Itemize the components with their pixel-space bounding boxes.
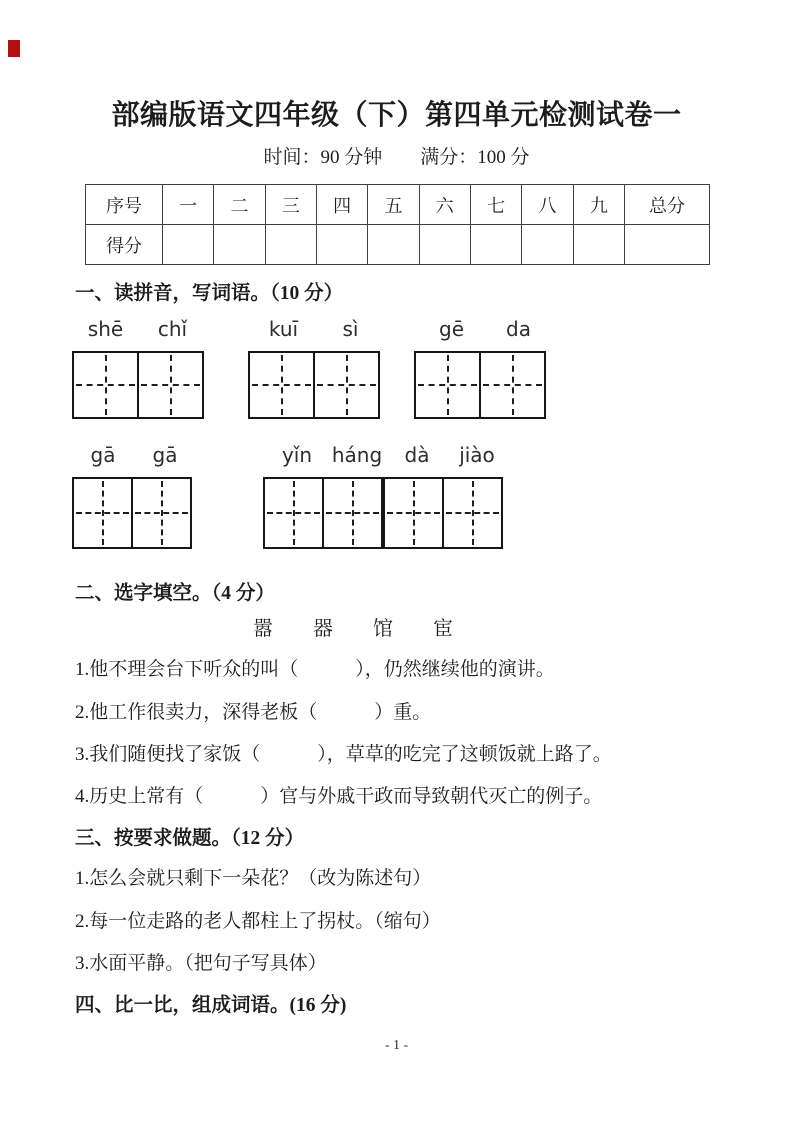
page-number: - 1 - [384,1038,409,1053]
writing-cell [74,479,131,547]
writing-grid [72,477,192,549]
writing-cell [137,353,202,417]
pinyin-group [267,441,507,469]
score-table-score-row [86,225,710,265]
writing-cell [442,479,501,547]
full-score-label: 满分：100 分 [420,147,530,168]
score-cell [419,225,470,265]
pinyin-syllable: gā [152,443,178,467]
writing-grid-row-1 [0,351,793,419]
section2-heading: 二、选字填空。（4 分） [75,583,275,604]
section3-item-3: 3.水面平静。（把句子写具体） [75,953,327,974]
score-cell [265,225,316,265]
pinyin-syllable: da [506,317,531,341]
score-row-label: 得分 [86,225,163,265]
writing-cell [131,479,190,547]
writing-grid [248,351,380,419]
character-choices: 嚣 器 馆 宦 [253,618,453,640]
writing-cell [385,479,442,547]
section3-item-1: 1.怎么会就只剩下一朵花？（改为陈述句） [75,868,432,889]
pinyin-group [250,315,384,343]
pinyin-group [72,315,206,343]
writing-cell [322,479,381,547]
pinyin-group [418,315,552,343]
score-table-header-row [86,185,710,225]
pinyin-row-2 [0,441,793,469]
pinyin-syllable: chǐ [157,317,188,341]
score-cell [470,225,521,265]
pinyin-group [72,441,196,469]
time-limit-label: 时间：90 分钟 [263,147,383,168]
section2-item-3: 3.我们随便找了家饭（ ），草草的吃完了这顿饭就上路了。 [75,744,612,765]
score-cell [368,225,419,265]
score-col-3: 三 [265,185,316,225]
score-col-total: 总分 [625,185,710,225]
section2-item-1: 1.他不理会台下听众的叫（ ），仍然继续他的演讲。 [75,659,555,680]
score-col-7: 七 [470,185,521,225]
section3-heading: 三、按要求做题。（12 分） [75,828,305,849]
writing-grid [263,477,383,549]
writing-cell [313,353,378,417]
writing-grid-row-2 [0,477,793,549]
pinyin-syllable: sì [342,317,359,341]
score-col-2: 二 [214,185,265,225]
pinyin-syllable: yǐn [281,443,313,467]
writing-grid [72,351,204,419]
writing-cell [250,353,313,417]
writing-cell [479,353,544,417]
section1-heading: 一、读拼音，写词语。（10 分） [75,283,344,304]
score-table-corner-label: 序号 [86,185,163,225]
writing-cell [416,353,479,417]
red-mark [8,40,20,57]
score-col-5: 五 [368,185,419,225]
exam-meta [0,145,793,170]
pinyin-syllable: jiào [459,443,495,467]
section2-item-4: 4.历史上常有（ ）官与外戚干政而导致朝代灭亡的例子。 [75,786,603,807]
pinyin-syllable: gē [439,317,464,341]
writing-grid [383,477,503,549]
pinyin-syllable: kuī [268,317,299,341]
pinyin-syllable: háng [331,443,383,467]
score-col-1: 一 [163,185,214,225]
score-col-6: 六 [419,185,470,225]
page-title: 部编版语文四年级（下）第四单元检测试卷一 [111,100,682,131]
section2-item-2: 2.他工作很卖力，深得老板（ ）重。 [75,702,432,723]
score-cell [214,225,265,265]
section4-heading: 四、比一比，组成词语。(16 分) [75,995,347,1016]
writing-grid-quad [263,477,503,549]
score-col-8: 八 [522,185,573,225]
pinyin-syllable: dà [404,443,430,467]
score-col-4: 四 [316,185,367,225]
score-cell [163,225,214,265]
pinyin-syllable: shē [87,317,124,341]
score-cell [573,225,624,265]
score-cell [522,225,573,265]
writing-cell [265,479,322,547]
writing-grid [414,351,546,419]
score-table [85,184,710,265]
pinyin-row-1 [0,315,793,343]
score-cell-total [625,225,710,265]
writing-cell [74,353,137,417]
score-col-9: 九 [573,185,624,225]
pinyin-syllable: gā [90,443,116,467]
section3-item-2: 2.每一位走路的老人都柱上了拐杖。（缩句） [75,911,441,932]
score-cell [316,225,367,265]
